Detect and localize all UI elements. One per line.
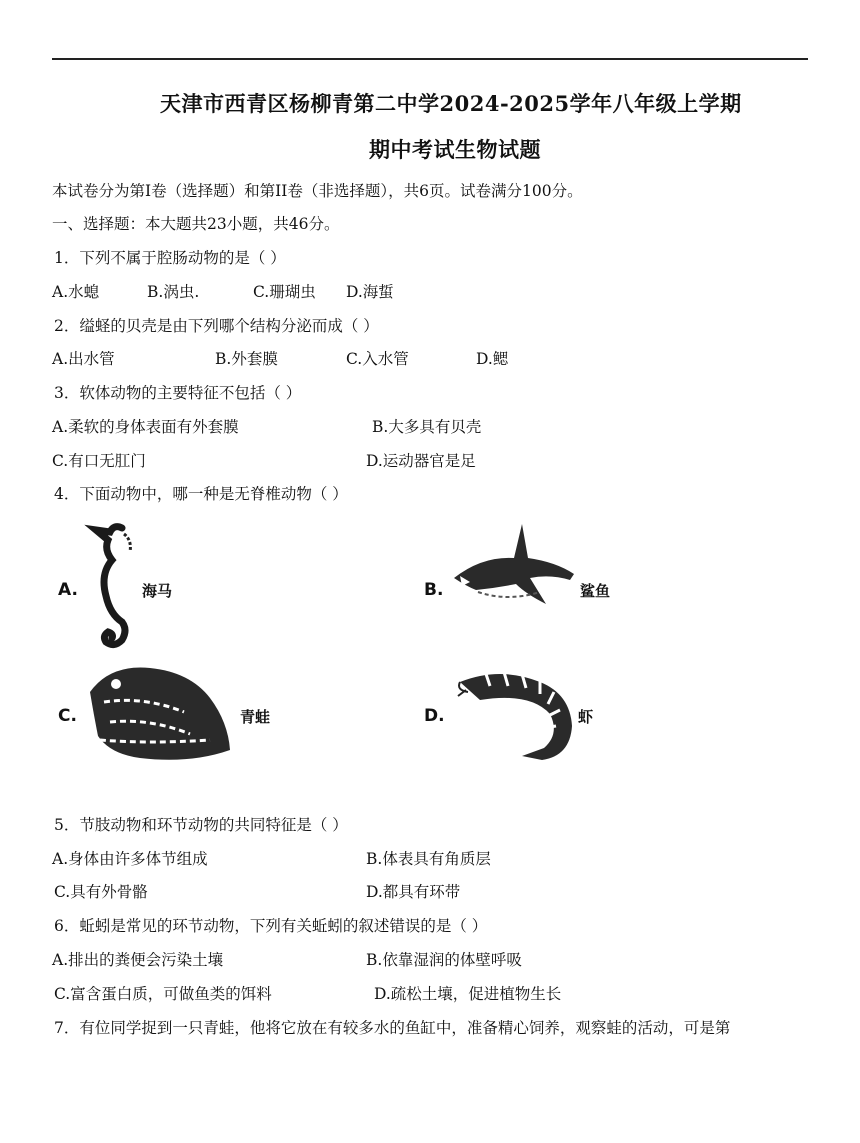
option-d: D.都具有环带 xyxy=(366,883,461,901)
figure-letter-c: C. xyxy=(58,706,77,726)
frog-icon xyxy=(80,662,240,764)
option-b: B.体表具有角质层 xyxy=(366,850,491,868)
option-a: A.柔软的身体表面有外套膜 xyxy=(52,418,239,436)
question-stem: 2．缢蛏的贝壳是由下列哪个结构分泌而成（ ） xyxy=(54,317,379,335)
option-c: C.珊瑚虫 xyxy=(253,283,316,301)
header-rule xyxy=(52,58,808,60)
question-stem: 7．有位同学捉到一只青蛙，他将它放在有较多水的鱼缸中，准备精心饲养，观察蛙的活动，可是第 xyxy=(54,1019,731,1037)
figure-letter-b: B. xyxy=(424,580,444,600)
shrimp-icon xyxy=(456,664,576,762)
option-c: C.有口无肛门 xyxy=(52,452,146,470)
exam-intro: 本试卷分为第I卷（选择题）和第II卷（非选择题），共6页。试卷满分100分。 xyxy=(52,182,583,200)
figure-label-b: 鲨鱼 xyxy=(580,582,611,600)
question-stem: 5．节肢动物和环节动物的共同特征是（ ） xyxy=(54,816,348,834)
question-stem: 1．下列不属于腔肠动物的是（ ） xyxy=(54,249,286,267)
figure-label-d: 虾 xyxy=(578,708,594,726)
option-a: A.排出的粪便会污染土壤 xyxy=(52,951,224,969)
option-d: D.疏松土壤，促进植物生长 xyxy=(374,985,562,1003)
figure-label-a: 海马 xyxy=(142,582,173,600)
question-stem: 4．下面动物中，哪一种是无脊椎动物（ ） xyxy=(54,485,348,503)
option-b: B.涡虫. xyxy=(147,283,200,301)
option-a: A.出水管 xyxy=(52,350,115,368)
figure-letter-a: A. xyxy=(58,580,78,600)
option-b: B.外套膜 xyxy=(215,350,278,368)
figure-label-c: 青蛙 xyxy=(240,708,271,726)
figure-letter-d: D. xyxy=(424,706,445,726)
page-subtitle: 期中考试生物试题 xyxy=(369,137,541,162)
option-b: B.依靠湿润的体壁呼吸 xyxy=(366,951,522,969)
option-d: D.运动器官是足 xyxy=(366,452,476,470)
question-stem: 3．软体动物的主要特征不包括（ ） xyxy=(54,384,302,402)
option-a: A.身体由许多体节组成 xyxy=(52,850,208,868)
question-stem: 6．蚯蚓是常见的环节动物，下列有关蚯蚓的叙述错误的是（ ） xyxy=(54,917,488,935)
page-title: 天津市西青区杨柳青第二中学2024-2025学年八年级上学期 xyxy=(160,91,742,116)
option-d: D.海蜇 xyxy=(346,283,394,301)
shark-icon xyxy=(448,522,578,634)
animals-figure xyxy=(52,514,626,766)
section-heading: 一、选择题：本大题共23小题，共46分。 xyxy=(52,215,340,233)
option-c: C.入水管 xyxy=(346,350,409,368)
option-b: B.大多具有贝壳 xyxy=(372,418,482,436)
option-a: A.水螅 xyxy=(52,283,100,301)
option-c: C.富含蛋白质，可做鱼类的饵料 xyxy=(54,985,272,1003)
option-c: C.具有外骨骼 xyxy=(54,883,148,901)
option-d: D.鳃 xyxy=(476,350,509,368)
